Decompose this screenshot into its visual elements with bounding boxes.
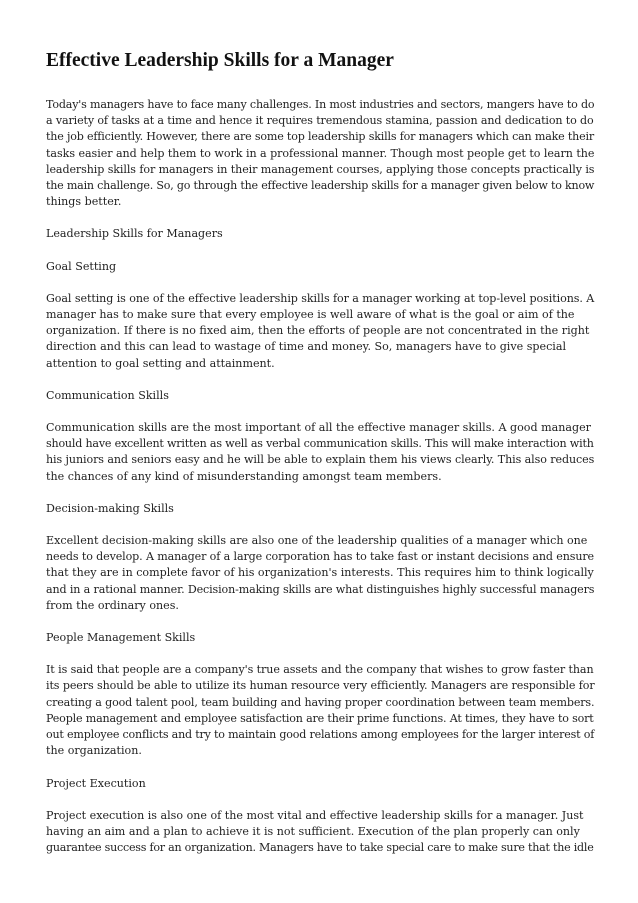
skill-heading-communication: Communication Skills xyxy=(46,388,169,402)
skill-paragraph-project-execution xyxy=(46,808,594,857)
text-line: Project execution is also one of the most vital and effective leadership skills for a manager. Just xyxy=(46,808,584,822)
skill-heading-project-execution: Project Execution xyxy=(46,776,146,790)
text-line: its peers should be able to utilize its human resource very efficiently. Managers are responsible for xyxy=(46,679,595,693)
text-line: the chances of any kind of misunderstanding amongst team members. xyxy=(46,469,442,483)
document-body xyxy=(46,97,594,856)
text-line: out employee conflicts and try to maintain good relations among employees for the larger interest of xyxy=(46,728,595,742)
text-line: his juniors and seniors easy and he will be able to explain them his views clearly. This also reduces xyxy=(46,453,595,467)
skill-heading-decision-making: Decision-making Skills xyxy=(46,501,174,515)
text-line: direction and this can lead to wastage of time and money. So, managers have to give special xyxy=(46,340,566,354)
text-line: Today's managers have to face many challenges. In most industries and sectors, mangers have to do xyxy=(46,98,595,111)
text-line: and in a rational manner. Decision-making skills are what distinguishes highly successful managers xyxy=(46,582,595,596)
text-line: leadership skills for managers in their management courses, applying those concepts practically is xyxy=(46,162,595,176)
text-line: Excellent decision-making skills are also one of the leadership qualities of a manager which one xyxy=(46,534,588,548)
text-line: having an aim and a plan to achieve it is not sufficient. Execution of the plan properly can only xyxy=(46,824,580,838)
text-line: organization. If there is no fixed aim, then the efforts of people are not concentrated in the right xyxy=(46,324,590,338)
text-line: Goal setting is one of the effective leadership skills for a manager working at top-level positions. A xyxy=(46,291,595,305)
skill-paragraph-communication xyxy=(46,420,594,485)
text-line: that they are in complete favor of his organization's interests. This requires him to think logically xyxy=(46,566,594,580)
text-line: Communication skills are the most important of all the effective manager skills. A good manager xyxy=(46,421,591,435)
skill-paragraph-decision-making xyxy=(46,533,594,614)
text-line: the main challenge. So, go through the effective leadership skills for a manager given below to know xyxy=(46,179,595,193)
text-line: guarantee success for an organization. Managers have to take special care to make sure that the idle xyxy=(46,841,594,855)
text-line: manager has to make sure that every employee is well aware of what is the goal or aim of the xyxy=(46,308,575,322)
skill-paragraph-people-management xyxy=(46,662,594,759)
skill-heading-goal-setting: Goal Setting xyxy=(46,259,117,273)
text-line: a variety of tasks at a time and hence it requires tremendous stamina, passion and dedication to do xyxy=(46,114,594,128)
text-line: should have excellent written as well as verbal communication skills. This will make interaction with xyxy=(46,437,594,451)
text-line: the job efficiently. However, there are some top leadership skills for managers which can make their xyxy=(46,130,595,144)
skill-paragraph-goal-setting xyxy=(46,291,594,372)
text-line: attention to goal setting and attainment. xyxy=(46,356,275,370)
intro-paragraph xyxy=(46,97,594,210)
text-line: things better. xyxy=(46,195,122,209)
text-line: needs to develop. A manager of a large corporation has to take fast or instant decisions and ensure xyxy=(46,550,594,564)
text-line: from the ordinary ones. xyxy=(46,598,179,612)
text-line: tasks easier and help them to work in a professional manner. Though most people get to learn the xyxy=(46,146,595,160)
skill-heading-people-management: People Management Skills xyxy=(46,631,196,645)
text-line: It is said that people are a company's true assets and the company that wishes to grow faster than xyxy=(46,663,594,677)
text-line: creating a good talent pool, team building and having proper coordination between team members. xyxy=(46,695,595,709)
document-title: Effective Leadership Skills for a Manager xyxy=(46,50,394,71)
text-line: the organization. xyxy=(46,744,142,758)
text-line: People management and employee satisfaction are their prime functions. At times, they have to sort xyxy=(46,711,594,725)
section-heading: Leadership Skills for Managers xyxy=(46,227,223,241)
